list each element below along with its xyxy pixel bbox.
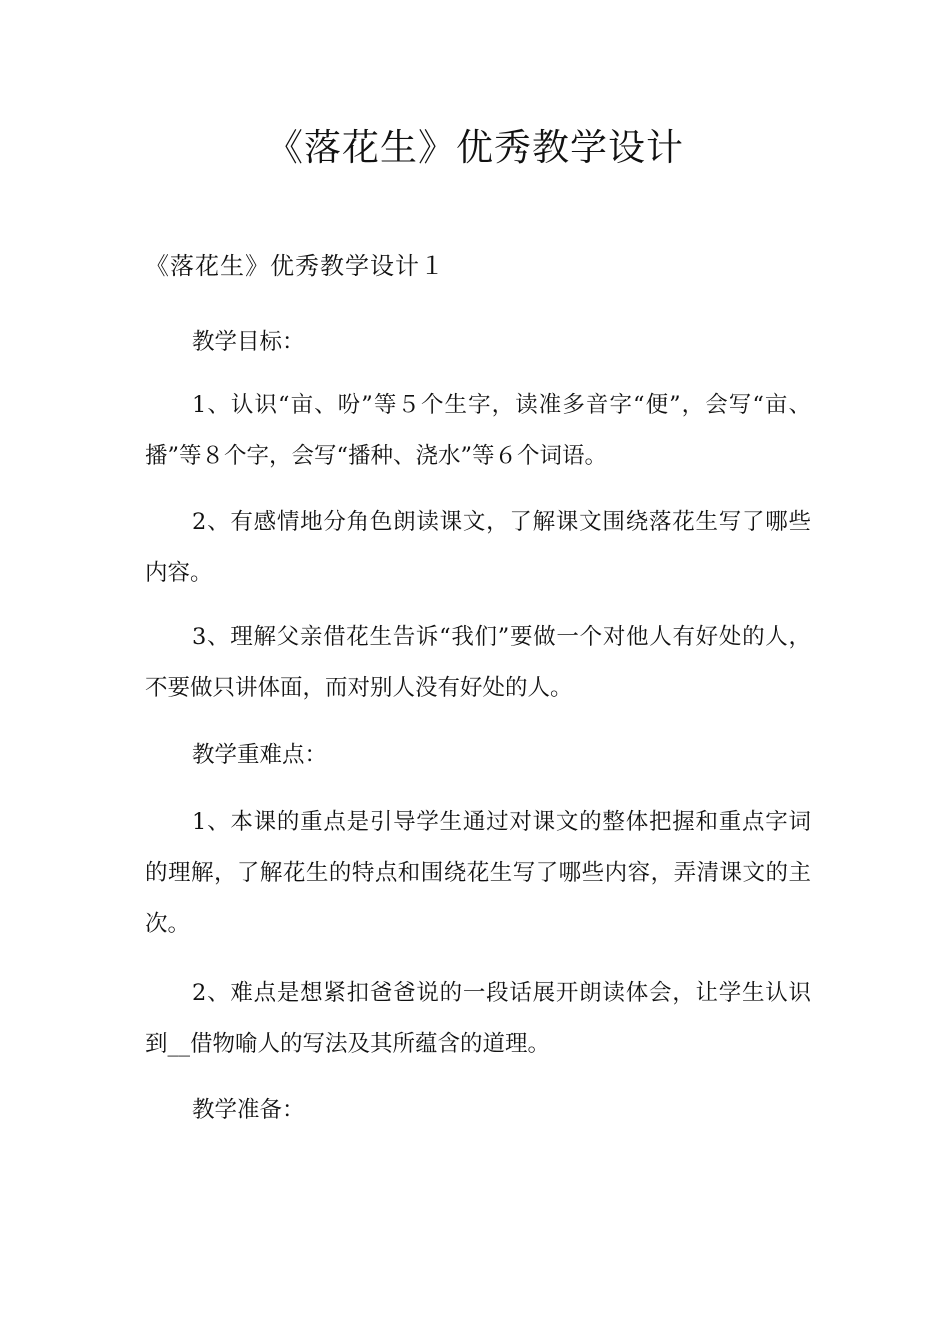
heading-key-difficult-points: 教学重难点： (192, 742, 328, 768)
key-point-item-2: 2、难点是想紧扣爸爸说的一段话展开朗读体会，让学生认识到__借物喻人的写法及其所蕴含的道理。 (145, 980, 811, 1057)
goal-item-1: 1、认识“亩、吩”等５个生字，读准多音字“便”，会写“亩、播”等８个字，会写“播种、浇水”等６个词语。 (145, 392, 811, 469)
goal-item-3: 3、理解父亲借花生告诉“我们”要做一个对他人有好处的人，不要做只讲体面，而对别人没有好处的人。 (145, 624, 811, 701)
heading-teaching-goals: 教学目标： (192, 329, 305, 355)
key-point-item-1: 1、本课的重点是引导学生通过对课文的整体把握和重点字词的理解，了解花生的特点和围绕花生写了哪些内容，弄清课文的主次。 (145, 809, 811, 937)
section-heading: 《落花生》优秀教学设计１ (145, 252, 445, 280)
goal-item-2: 2、有感情地分角色朗读课文，了解课文围绕落花生写了哪些内容。 (145, 509, 811, 586)
document-title: 《落花生》优秀教学设计 (266, 126, 684, 169)
heading-teaching-preparation: 教学准备： (192, 1097, 305, 1123)
